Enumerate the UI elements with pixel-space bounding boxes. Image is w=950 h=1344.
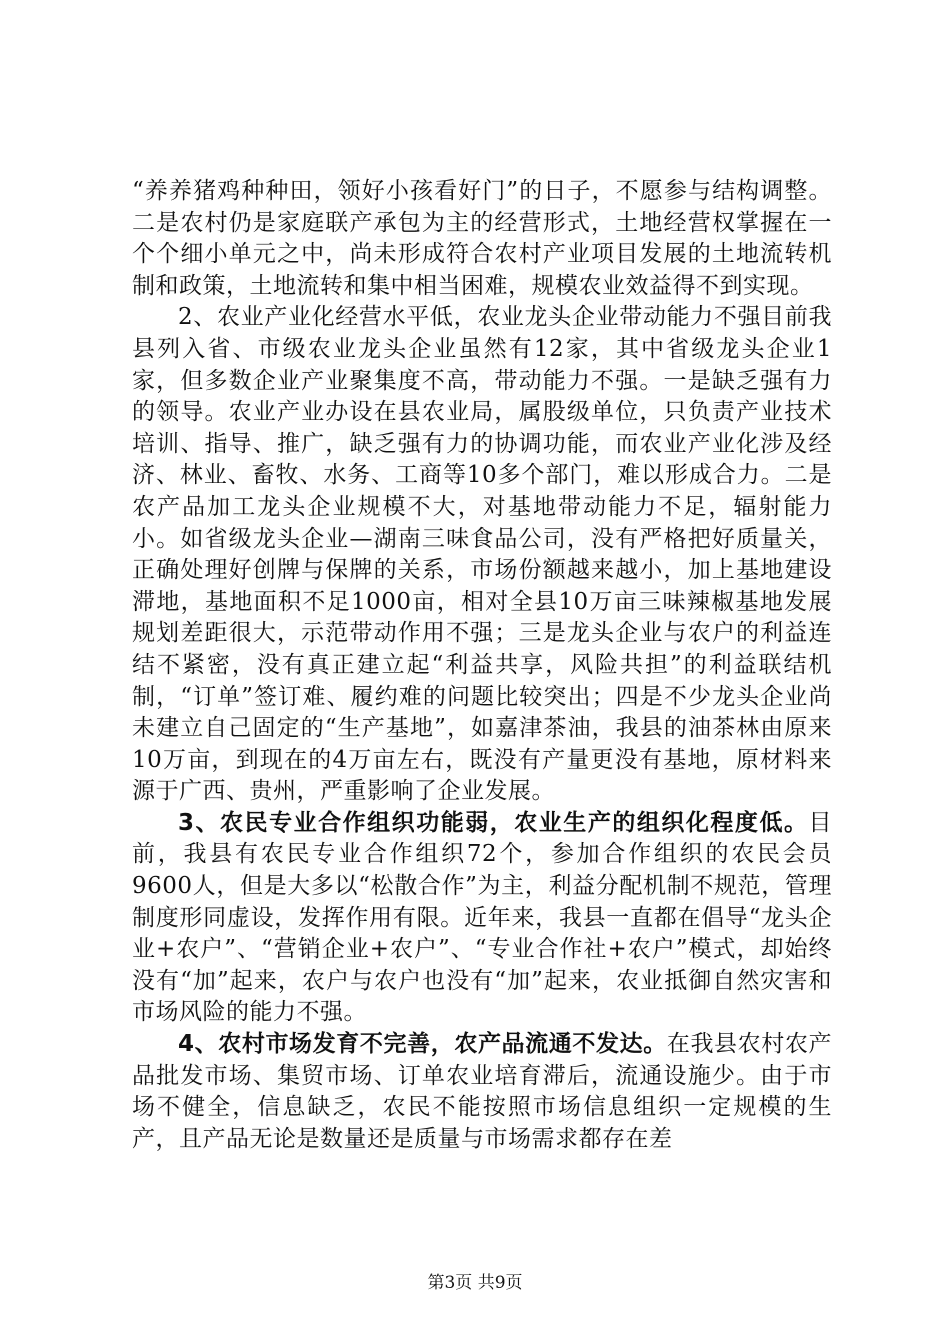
paragraph-section-3 [132,808,832,1029]
page-number-footer: 第3页 共9页 [427,1273,523,1293]
document-body [132,176,832,1155]
section-4-body: 在我县农村农产品批发市场、集贸市场、订单农业培育滞后，流通设施少。由于市场不健全，信息缺乏，农民不能按照市场信息组织一定规模的生产，且产品无论是数量还是质量与市场需求都存在差 [132,1031,832,1152]
paragraph-section-2: 2、农业产业化经营水平低，农业龙头企业带动能力不强目前我县列入省、市级农业龙头企业虽然有12家，其中省级龙头企业1家，但多数企业产业聚集度不高，带动能力不强。一是缺乏强有力的领导。农业产业办设在县农业局，属股级单位，只负责产业技术培训、指导、推广，缺乏强有力的协调功能，而农业产业化涉及经济、林业、畜牧、水务、工商等10多个部门，难以形成合力。二是农产品加工龙头企业规模不大，对基地带动能力不足，辐射能力小。如省级龙头企业—湖南三味食品公司，没有严格把好质量关，正确处理好创牌与保牌的关系，市场份额越来越小，加上基地建设滞地，基地面积不足1000亩，相对全县10万亩三味辣椒基地发展规划差距很大，示范带动作用不强；三是龙头企业与农户的利益连结不紧密，没有真正建立起“利益共享，风险共担”的利益联结机制，“订单”签订难、履约难的问题比较突出；四是不少龙头企业尚未建立自己固定的“生产基地”，如嘉津茶油，我县的油茶林由原来10万亩，到现在的4万亩左右，既没有产量更没有基地，原材料来源于广西、贵州，严重影响了企业发展。 [132,304,832,805]
section-4-heading: 4、农村市场发育不完善，农产品流通不发达。 [178,1031,667,1058]
section-3-heading: 3、农民专业合作组织功能弱，农业生产的组织化程度低。 [178,809,809,836]
section-3-body: 目前，我县有农民专业合作组织72个，参加合作组织的农民会员9600人，但是大多以“松散合作”为主，利益分配机制不规范，管理制度形同虚设，发挥作用有限。近年来，我县一直都在倡导“龙头企业+农户”、“营销企业+农户”、“专业合作社+农户”模式，却始终没有“加”起来，农户与农户也没有“加”起来，农业抵御自然灾害和市场风险的能力不强。 [132,809,832,1026]
paragraph-section-4 [132,1029,832,1155]
paragraph-continuation: “养养猪鸡种种田，领好小孩看好门”的日子，不愿参与结构调整。二是农村仍是家庭联产承包为主的经营形式，土地经营权掌握在一个个细小单元之中，尚未形成符合农村产业项目发展的土地流转机制和政策，土地流转和集中相当困难，规模农业效益得不到实现。 [132,178,832,299]
